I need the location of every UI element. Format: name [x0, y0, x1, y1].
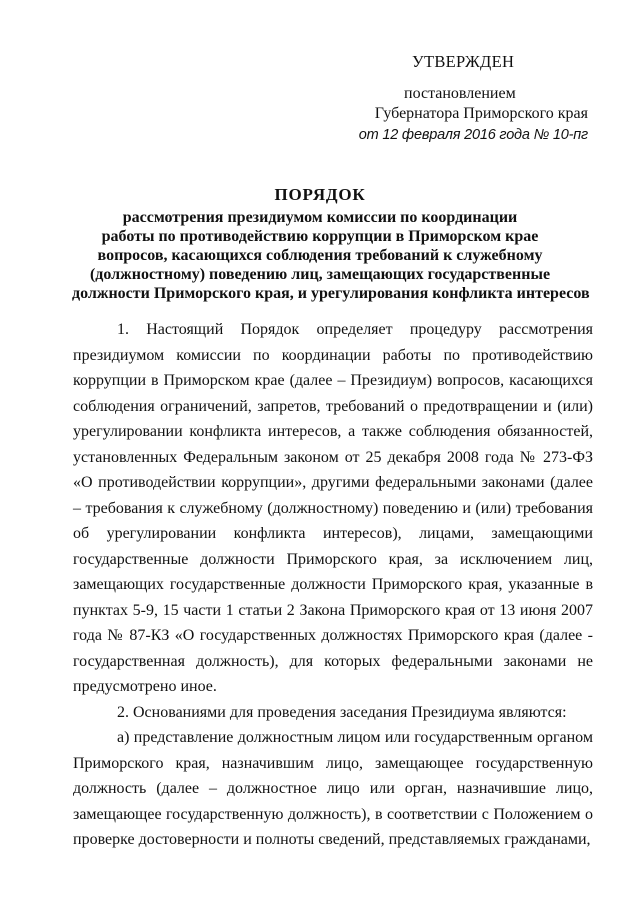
document-title: ПОРЯДОК [274, 185, 366, 204]
approval-line-resolution: постановлением [404, 85, 516, 102]
subtitle-line: должности Приморского края, и урегулирования конфликта интересов [72, 285, 590, 302]
approval-line-date-number: от 12 февраля 2016 года № 10-пг [358, 127, 588, 143]
paragraph-2a: а) представление должностным лицом или государственным органом Приморского края, назначившим лицо, замещающее государственную должность (далее – должностное лицо или орган, назначившие лицо, замещающее государственную должность), в соответствии с Положением о проверке достоверности и полноты сведений, представляемых гражданами, [73, 729, 593, 848]
approval-line-governor: Губернатора Приморского края [374, 105, 588, 122]
subtitle-line: рассмотрения президиумом комиссии по координации [122, 209, 518, 226]
subtitle-line: работы по противодействию коррупции в Приморском крае [101, 228, 539, 245]
subtitle-line: (должностному) поведению лиц, замещающих государственные [89, 266, 551, 283]
paragraph-1: 1. Настоящий Порядок определяет процедуру рассмотрения президиумом комиссии по координации работы по противодействию коррупции в Приморском крае (далее – Президиум) вопросов, касающихся соблюдения ограничений, запретов, требований о предотвращении и (или) урегулировании конфликта интересов, а также соблюдения обязанностей, установленных Федеральным законом от 25 декабря 2008 года № 273-ФЗ «О противодействии коррупции», другими федеральными законами (далее – требования к служебному (должностному) поведению и (или) требования об урегулировании конфликта интересов), лицами, замещающими государственные должности Приморского края, за исключением лиц, замещающих государственные должности Приморского края, указанные в пунктах 5-9, 15 части 1 статьи 2 Закона Приморского края от 13 июня 2007 года № 87-КЗ «О государственных должностях Приморского края (далее - государственная должность), для которых федеральными законами не предусмотрено иное. [73, 321, 593, 695]
approval-stamp [348, 52, 588, 145]
document-body [73, 317, 593, 853]
approval-heading: УТВЕРЖДЕН [412, 52, 515, 71]
document-subtitle [72, 208, 590, 303]
subtitle-line: вопросов, касающихся соблюдения требований к служебному [97, 247, 543, 264]
paragraph-2: 2. Основаниями для проведения заседания Президиума являются: [117, 703, 567, 721]
